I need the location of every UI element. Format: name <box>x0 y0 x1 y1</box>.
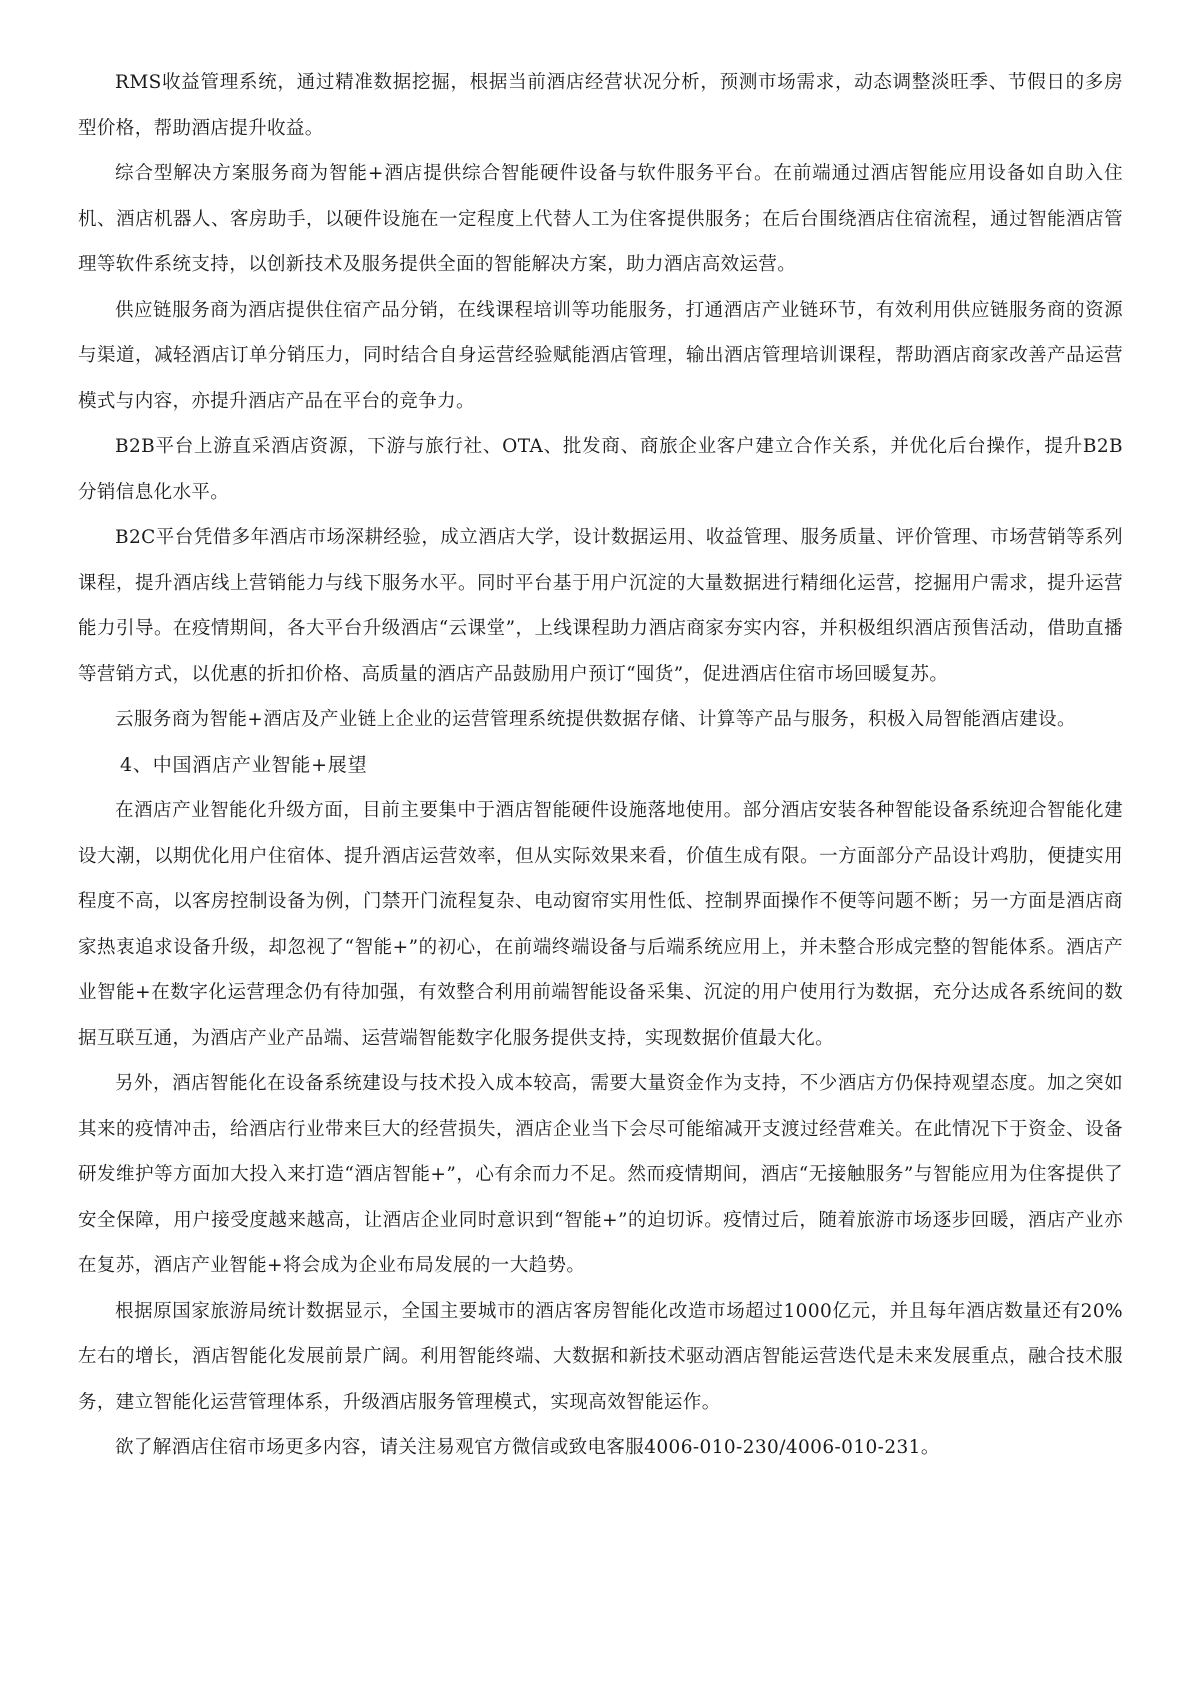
paragraph-market-size: 根据原国家旅游局统计数据显示，全国主要城市的酒店客房智能化改造市场超过1000亿元，并且每年酒店数量还有20%左右的增长，酒店智能化发展前景广阔。利用智能终端、大数据和新技术驱动酒店智能运营迭代是未来发展重点，融合技术服务，建立智能化运营管理体系，升级酒店服务管理模式，实现高效智能运作。 <box>78 1300 1123 1413</box>
paragraph-cloud: 云服务商为智能+酒店及产业链上企业的运营管理系统提供数据存储、计算等产品与服务，积极入局智能酒店建设。 <box>115 709 1076 730</box>
paragraph-b2b: B2B平台上游直采酒店资源，下游与旅行社、OTA、批发商、商旅企业客户建立合作关系，并优化后台操作，提升B2B分销信息化水平。 <box>78 436 1123 503</box>
paragraph-integrated-solutions: 综合型解决方案服务商为智能+酒店提供综合智能硬件设备与软件服务平台。在前端通过酒店智能应用设备如自助入住机、酒店机器人、客房助手，以硬件设施在一定程度上代替人工为住客提供服务；在后台围绕酒店住宿流程，通过智能酒店管理等软件系统支持，以创新技术及服务提供全面的智能解决方案，助力酒店高效运营。 <box>78 163 1123 275</box>
paragraph-cost: 另外，酒店智能化在设备系统建设与技术投入成本较高，需要大量资金作为支持，不少酒店方仍保持观望态度。加之突如其来的疫情冲击，给酒店行业带来巨大的经营损失，酒店企业当下会尽可能缩减开支渡过经营难关。在此情况下于资金、设备研发维护等方面加大投入来打造“酒店智能+”，心有余而力不足。然而疫情期间，酒店“无接触服务”与智能应用为住客提供了安全保障，用户接受度越来越高，让酒店企业同时意识到“智能+”的迫切诉。疫情过后，随着旅游市场逐步回暖，酒店产业亦在复苏，酒店产业智能+将会成为企业布局发展的一大趋势。 <box>78 1073 1123 1276</box>
document-page <box>78 60 1123 1471</box>
paragraph-rms: RMS收益管理系统，通过精准数据挖掘，根据当前酒店经营状况分析，预测市场需求，动态调整淡旺季、节假日的多房型价格，帮助酒店提升收益。 <box>78 72 1123 139</box>
paragraph-b2c: B2C平台凭借多年酒店市场深耕经验，成立酒店大学，设计数据运用、收益管理、服务质量、评价管理、市场营销等系列课程，提升酒店线上营销能力与线下服务水平。同时平台基于用户沉淀的大量数据进行精细化运营，挖掘用户需求，提升运营能力引导。在疫情期间，各大平台升级酒店“云课堂”，上线课程助力酒店商家夯实内容，并积极组织酒店预售活动，借助直播等营销方式，以优惠的折扣价格、高质量的酒店产品鼓励用户预订“囤货”，促进酒店住宿市场回暖复苏。 <box>78 527 1123 685</box>
section-heading: 4、中国酒店产业智能+展望 <box>120 753 368 776</box>
paragraph-upgrade: 在酒店产业智能化升级方面，目前主要集中于酒店智能硬件设施落地使用。部分酒店安装各种智能设备系统迎合智能化建设大潮，以期优化用户住宿体、提升酒店运营效率，但从实际效果来看，价值生成有限。一方面部分产品设计鸡肋，便捷实用程度不高，以客房控制设备为例，门禁开门流程复杂、电动窗帘实用性低、控制界面操作不便等问题不断；另一方面是酒店商家热衷追求设备升级，却忽视了“智能+”的初心，在前端终端设备与后端系统应用上，并未整合形成完整的智能体系。酒店产业智能+在数字化运营理念仍有待加强，有效整合利用前端智能设备采集、沉淀的用户使用行为数据，充分达成各系统间的数据互联互通，为酒店产业产品端、运营端智能数字化服务提供支持，实现数据价值最大化。 <box>78 800 1123 1049</box>
paragraph-contact: 欲了解酒店住宿市场更多内容，请关注易观官方微信或致电客服4006-010-230/4006-010-231。 <box>115 1437 940 1458</box>
paragraph-supply-chain: 供应链服务商为酒店提供住宿产品分销，在线课程培训等功能服务，打通酒店产业链环节，有效利用供应链服务商的资源与渠道，减轻酒店订单分销压力，同时结合自身运营经验赋能酒店管理，输出酒店管理培训课程，帮助酒店商家改善产品运营模式与内容，亦提升酒店产品在平台的竞争力。 <box>78 299 1123 412</box>
